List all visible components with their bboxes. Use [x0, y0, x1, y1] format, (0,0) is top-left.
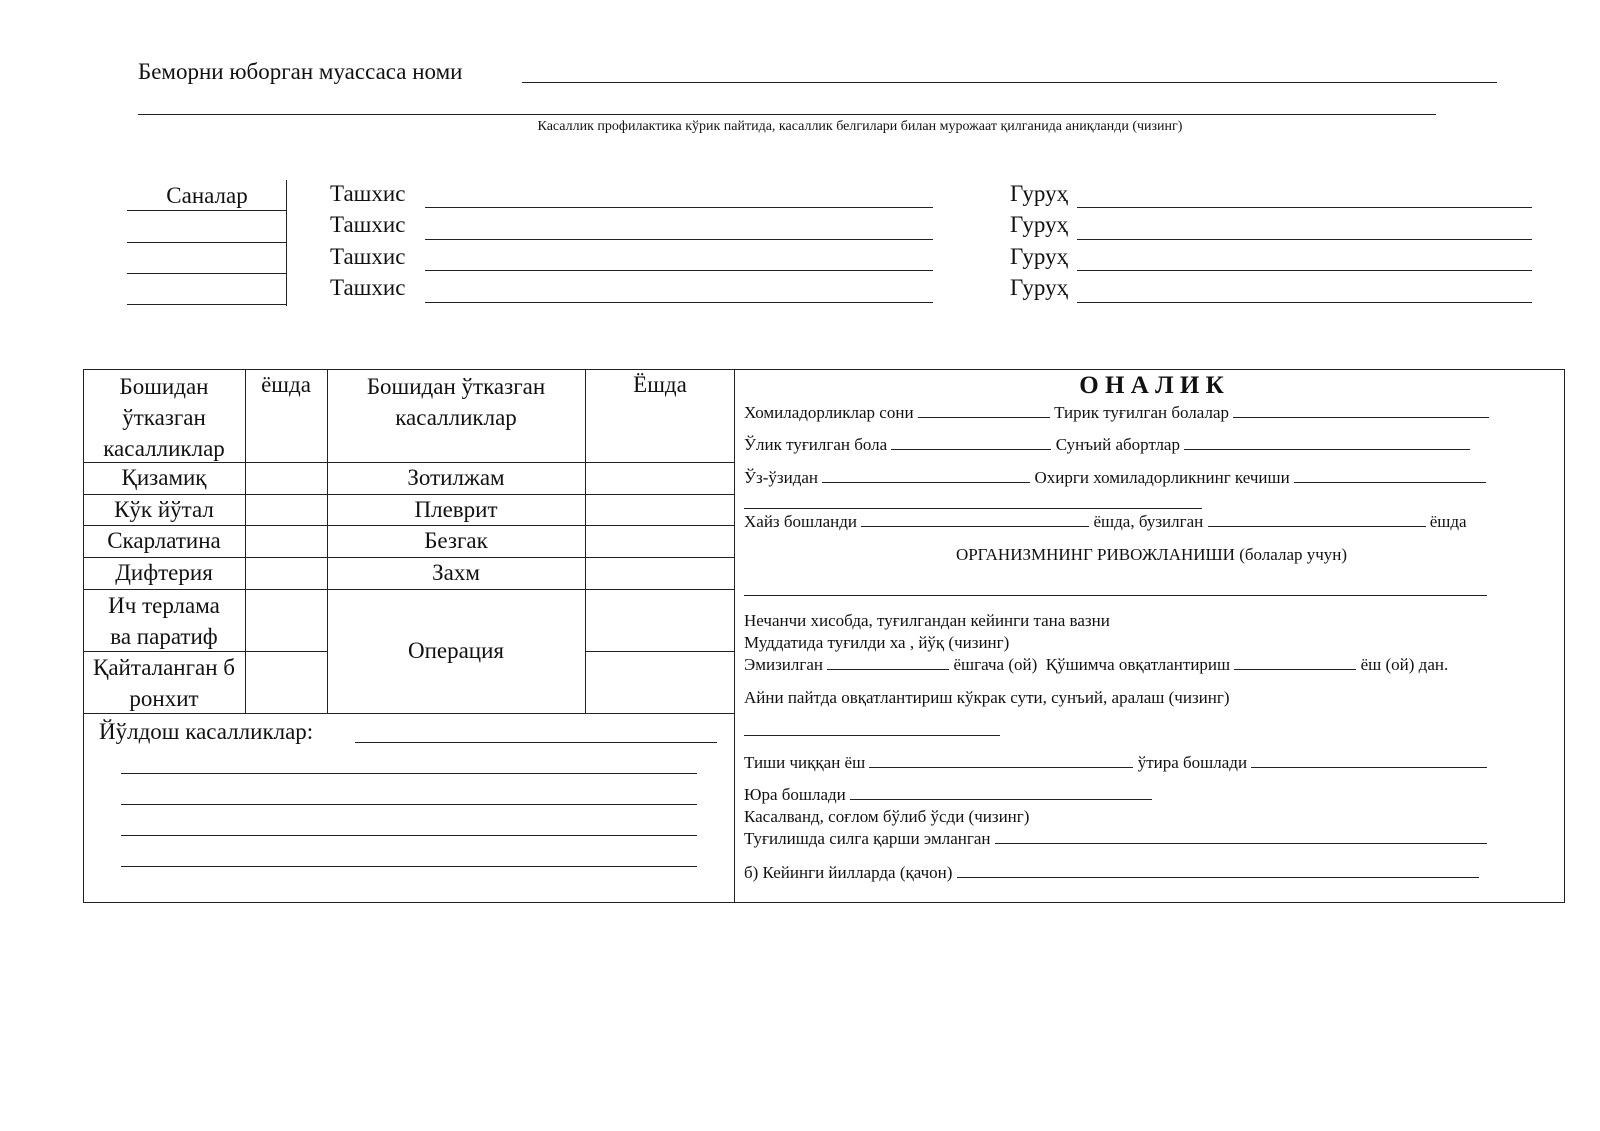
row-breastfed [744, 654, 1448, 676]
disease-operation: Операция [407, 638, 505, 663]
group-label-2: Гуруҳ [1010, 212, 1069, 237]
institution-field-line-2[interactable] [138, 114, 1436, 115]
header-diseases-left: Бошидан ўтказган касалликлар [103, 374, 225, 461]
comorbid-field-1[interactable] [355, 742, 717, 743]
diseases-table [83, 369, 735, 903]
table-vline-3 [585, 369, 586, 714]
group-label-3: Гуруҳ [1010, 244, 1069, 269]
comorbid-field-2[interactable] [121, 773, 697, 774]
diagnosis-field-1[interactable] [425, 207, 933, 208]
table-vline-4 [734, 369, 735, 903]
table-hline-2 [83, 494, 735, 495]
birth-order-label: Нечанчи хисобда, туғилгандан кейинги тана вазни [744, 611, 1110, 630]
pregnancies-label: Хомиладорликлар сони [744, 403, 914, 422]
group-field-4[interactable] [1077, 302, 1532, 303]
menstruation-disrupted-label: ёшда, бузилган [1093, 512, 1204, 531]
walking-label: Юра бошлади [744, 785, 846, 804]
group-field-1[interactable] [1077, 207, 1532, 208]
abortions-label: Сунъий абортлар [1055, 435, 1180, 454]
date-line-4[interactable] [127, 304, 287, 305]
abortions-field[interactable] [1184, 435, 1470, 450]
table-hline-4 [83, 557, 735, 558]
detection-note: Касаллик профилактика кўрик пайтида, касаллик белгилари билан мурожаат қилганида аниқланди (чизинг) [537, 119, 1183, 134]
dates-label: Саналар [166, 183, 248, 208]
health-label: Касалванд, соғлом бўлиб ўсди (чизинг) [744, 807, 1030, 826]
stillborn-label: Ўлик туғилган бола [744, 435, 888, 454]
stillborn-field[interactable] [891, 435, 1051, 450]
live-births-label: Тирик туғилган болалар [1054, 403, 1229, 422]
comorbid-label: Йўлдош касалликлар: [99, 719, 314, 744]
group-label-4: Гуруҳ [1010, 275, 1069, 300]
tb-birth-label: Туғилишда силга қарши эмланган [744, 829, 991, 848]
diagnosis-label-2: Ташхис [330, 212, 406, 237]
menstruation-label: Хайз бошланди [744, 512, 857, 531]
feeding-now-field[interactable] [744, 735, 1000, 736]
row-stillborn [744, 434, 1470, 456]
disease-malaria: Безгак [424, 528, 488, 553]
group-label-1: Гуруҳ [1010, 181, 1069, 206]
row-spontaneous [744, 467, 1486, 489]
row-menstruation [744, 511, 1467, 533]
table-vline-1 [245, 369, 246, 714]
date-line-3[interactable] [127, 273, 287, 274]
breastfed-label: Эмизилган [744, 655, 823, 674]
row-walking [744, 784, 1152, 806]
tb-later-label: б) Кейинги йилларда (қачон) [744, 863, 953, 882]
supplement-label: Қўшимча овқатлантириш [1045, 655, 1231, 674]
disease-whooping-cough: Кўк йўтал [114, 497, 214, 522]
live-births-field[interactable] [1233, 403, 1489, 418]
disease-measles: Қизамиқ [121, 465, 207, 490]
development-field[interactable] [744, 595, 1487, 596]
tb-later-field[interactable] [957, 863, 1479, 878]
menstruation-disrupted-field[interactable] [1208, 512, 1426, 527]
disease-syphilis: Захм [432, 560, 480, 585]
row-tb-birth [744, 828, 1487, 850]
disease-typhoid: Ич терлама ва паратиф [108, 593, 220, 649]
comorbid-field-3[interactable] [121, 804, 697, 805]
from-age-label: ёш (ой) дан. [1360, 655, 1449, 674]
menstruation-age-field[interactable] [861, 512, 1089, 527]
group-field-3[interactable] [1077, 270, 1532, 271]
diagnosis-label-3: Ташхис [330, 244, 406, 269]
date-line-1[interactable] [127, 210, 287, 211]
header-diseases-right: Бошидан ўтказган касалликлар [366, 374, 546, 430]
disease-scarlet-fever: Скарлатина [107, 528, 221, 553]
institution-label-row [138, 58, 462, 86]
disease-pneumonia: Зотилжам [407, 465, 505, 490]
onalik-section [744, 369, 1559, 903]
date-line-2[interactable] [127, 242, 287, 243]
institution-field[interactable] [522, 82, 1497, 83]
disease-diphtheria: Дифтерия [115, 560, 213, 585]
last-pregnancy-label: Охирги хомиладорликнинг кечиши [1034, 468, 1290, 487]
sitting-label: ўтира бошлади [1137, 753, 1248, 772]
row-teeth [744, 752, 1487, 774]
breastfed-field[interactable] [827, 655, 949, 670]
walking-field[interactable] [850, 785, 1152, 800]
teeth-label: Тиши чиққан ёш [744, 753, 866, 772]
supplement-field[interactable] [1234, 655, 1356, 670]
diagnosis-label-1: Ташхис [330, 181, 406, 206]
tb-birth-field[interactable] [995, 829, 1487, 844]
group-field-2[interactable] [1077, 239, 1532, 240]
diagnosis-field-4[interactable] [425, 302, 933, 303]
last-pregnancy-field[interactable] [1294, 468, 1486, 483]
dates-divider [286, 180, 287, 306]
term-birth-label: Муддатида туғилди ха , йўқ (чизинг) [744, 633, 1010, 652]
until-age-label: ёшгача (ой) [953, 655, 1038, 674]
comorbid-field-4[interactable] [121, 835, 697, 836]
feeding-now-label: Айни пайтда овқатлантириш кўкрак сути, сунъий, аралаш (чизинг) [744, 688, 1230, 707]
development-title: ОРГАНИЗМНИНГ РИВОЖЛАНИШИ (болалар учун) [955, 545, 1348, 564]
row-pregnancies [744, 402, 1489, 424]
row-tb-later [744, 862, 1479, 884]
diagnosis-field-3[interactable] [425, 270, 933, 271]
table-hline-3 [83, 525, 735, 526]
last-pregnancy-field-2[interactable] [744, 508, 1202, 509]
menstruation-age-suffix: ёшда [1429, 512, 1467, 531]
spontaneous-field[interactable] [822, 468, 1030, 483]
dates-column [127, 180, 287, 308]
disease-pleurisy: Плеврит [414, 497, 498, 522]
header-age-left: ёшда [261, 372, 311, 397]
comorbid-field-5[interactable] [121, 866, 697, 867]
disease-bronchitis: Қайталанган бронхит [93, 655, 235, 711]
diagnosis-field-2[interactable] [425, 239, 933, 240]
diagnosis-label-4: Ташхис [330, 275, 406, 300]
teeth-field[interactable] [869, 753, 1133, 768]
spontaneous-label: Ўз-ўзидан [744, 468, 819, 487]
institution-label: Беморни юборган муассаса номи [138, 59, 463, 84]
pregnancies-field[interactable] [918, 403, 1050, 418]
table-hline-6b [585, 651, 735, 652]
sitting-field[interactable] [1251, 753, 1487, 768]
onalik-title: О Н А Л И К [1079, 372, 1224, 399]
header-age-right: Ёшда [633, 372, 687, 397]
